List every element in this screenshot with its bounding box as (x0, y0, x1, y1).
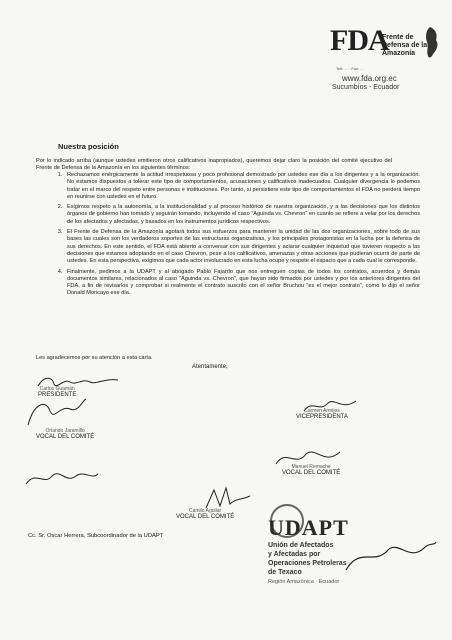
signer-role: VICEPRESIDENTA (296, 414, 348, 420)
stamp-line: y Afectadas por (268, 551, 321, 558)
thanks-line: Les agradecemos por su atención a esta carta. (36, 355, 153, 361)
signature-vicepresident (296, 408, 348, 420)
stamp-line: de Texaco (268, 569, 302, 576)
signature-vocal-2 (282, 464, 340, 476)
signer-role: VOCAL DEL COMITÉ (36, 434, 95, 440)
closing-line: Atentamente, (192, 364, 228, 370)
signer-name: Camilo Aguilar (188, 508, 222, 514)
signer-name: Manuel Remache (291, 464, 331, 470)
stamp-title: UDAPT (268, 515, 349, 540)
signer-name: Carmen Armijos (304, 408, 340, 414)
logo-mark: FDA (330, 24, 389, 57)
logo-website[interactable]: www.fda.org.ec (342, 74, 397, 83)
signature-scribble (22, 466, 102, 490)
signer-role: VOCAL DEL COMITÉ (282, 470, 341, 476)
position-points (36, 172, 420, 301)
stamp-line: Unión de Afectados (268, 542, 334, 549)
signature-vocal-1 (36, 428, 94, 440)
stamp-region: Región Amazónica · Ecuador (268, 579, 340, 585)
point-item: 2. Exigimos respeto a la autonomía, a la institucionalidad y al proceso histórico de nuestra organización, y a las decisiones que los distintos órganos de gobierno han tomado y seguirán tomando, incluyendo el caso "Aguinda vs. Chevron" en cuanto se refiere a velar por los derechos de los afectados y afectadas, y basados en los instrumentos jurídicos respectivos. (64, 204, 420, 226)
point-item: 3. El Frente de Defensa de la Amazonía agotará todos sus esfuerzos para mantener la unidad de las dos organizaciones, sobre todo de sus bases las cuales son los verdaderos soportes de las estructuras organizativas, y los principales protagonistas en la lucha por la defensa de sus derechos. En este sentido, el FDA está abierto a conversar con sus dirigentes y aclarar cualquier inquietud que tuvieren respecto a las decisiones que estamos adoptando en el caso Chevron, pese a los calificativos, amenazas y otras acciones que pudieran ocurrir de parte de ustedes. En esta perspectiva, exigimos que cada actor involucrado en esta lucha ocupe y respete el espacio que a cada cual le corresponde. (64, 229, 420, 265)
signature-president (38, 386, 76, 398)
logo-city: Sucumbíos - Ecuador (332, 84, 400, 91)
signer-name: Orlando Jaramillo (45, 428, 85, 434)
signature-vocal-3 (176, 508, 234, 520)
amazon-map-icon (424, 26, 440, 60)
point-item: 4. Finalmente, pedimos a la UDAPT y al abogado Pablo Fajardo que nos entreguen copias de todos los contratos, acuerdos y demás documentos similares, relacionados al caso "Aguinda vs. Chevron", que hayan sido firmados por ustedes y por los anteriores dirigentes del FDA, a fin de revisarlos y comprobar si realmente el contrato suscrito con el señor Bruchou "es el mejor contrato", como lo dijo el señor Donald Moncayo ese día. (64, 269, 420, 298)
letter-title: Nuestra posición (58, 142, 119, 151)
letter-intro: Por lo indicado arriba (aunque ustedes emitieron otros calificativos inapropiados), queremos dejar claro la posición del comité ejecutivo del Frente de Defensa de la Amazonía en los siguientes términos: (36, 158, 392, 172)
udapt-stamp (268, 515, 444, 585)
stamp-line: Operaciones Petroleras (268, 560, 347, 567)
fda-logo (330, 24, 440, 91)
signer-role: PRESIDENTE (38, 392, 77, 398)
signer-name: Carlos Guamán (39, 386, 75, 392)
signer-role: VOCAL DEL COMITÉ (176, 514, 235, 520)
stamp-lines (268, 541, 444, 577)
carbon-copy-line: Cc. Sr. Oscar Herrera, Subcoordinador de la UDAPT (28, 533, 164, 539)
point-item: 1. Rechazamos enérgicamente la actitud irrespetuosa y poco profesional demostrado por ustedes ese día a los dirigentes y a la organización. No estamos dispuestos a tolerar este tipo de comportamientos, acusaciones y calificativos inadecuados. Cualquier divergencia lo podemos tratar en el marco del respeto entre personas e instituciones. Por tanto, si persistiere este tipo de comportamientos el FDA no perderá tiempo en reunirse con ustedes en el futuro. (64, 172, 420, 201)
logo-contact: Telf: ... · Fax: ... (336, 66, 364, 71)
logo-name: Frente de Defensa de la Amazonía (382, 34, 428, 57)
signature-scribble (20, 395, 90, 431)
